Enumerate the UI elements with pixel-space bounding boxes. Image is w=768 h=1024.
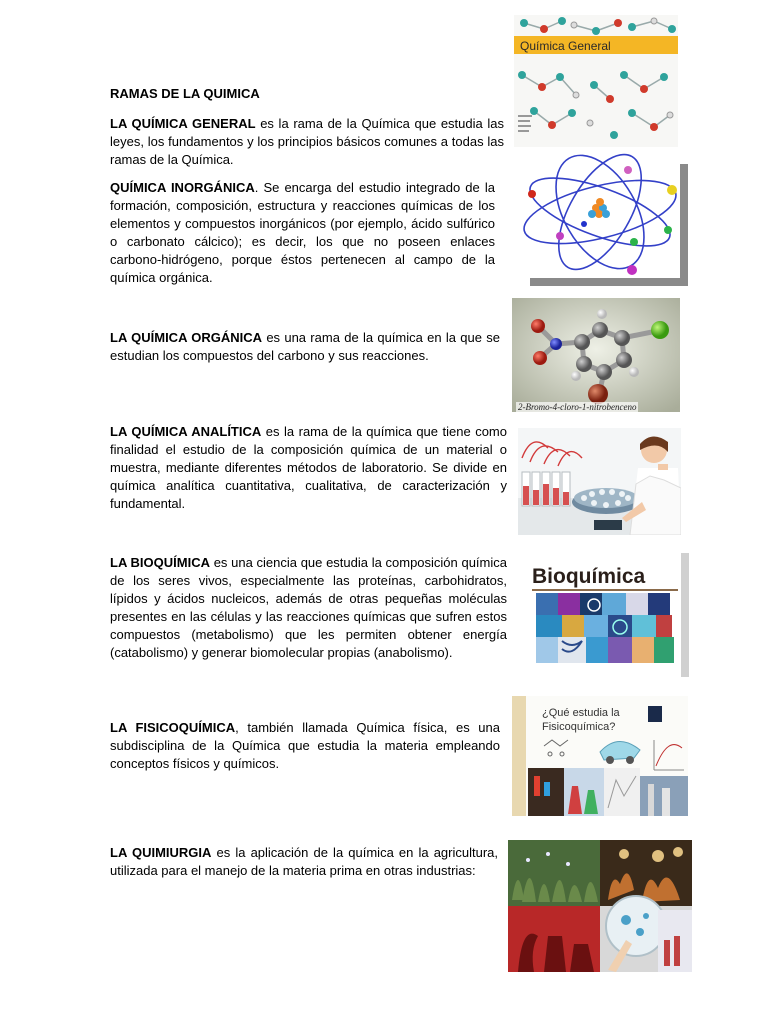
section-text: es la aplicación de la química en la agricultura, utilizada para el manejo de la materia prima en otras industrias:	[110, 845, 499, 878]
section-quimica-inorganica	[110, 179, 495, 287]
section-text: . Se encarga del estudio integrado de la formación, composición, estructura y reacciones químicas de los elementos y compuestos inorgánicos (por ejemplo, ácido sulfúrico o carbonato cálcico); es decir, los que no poseen enlaces carbono-hidrógeno, porque éstos pertenecen al campo de la química orgánica.	[110, 180, 495, 285]
section-text: es una ciencia que estudia la composición química de los seres vivos, especialmente las proteínas, carbohidratos, lípidos y ácidos nucleicos, además de otras pequeñas moléculas presentes en las células y las reacciones químicas que sufren estos compuestos (metabolismo) que les permiten obtener energía (catabolismo) y generar biomolecular propias (anabolismo).	[110, 555, 507, 660]
fisico-title-line-2: Fisicoquímica?	[542, 721, 616, 733]
section-quimica-organica	[110, 329, 500, 365]
quimiurgia-collage-image	[508, 840, 692, 972]
analytical-lab-image	[518, 428, 681, 535]
section-text: es una rama de la química en la que se estudian los compuestos del carbono y sus reacciones.	[110, 330, 500, 363]
bioquimica-collage-image	[528, 553, 689, 677]
page-title: RAMAS DE LA QUIMICA	[110, 86, 260, 101]
fisico-title-line-1: ¿Qué estudia la	[542, 707, 620, 719]
section-term: LA QUÍMICA GENERAL	[110, 116, 256, 131]
quimica-general-cover-image	[514, 15, 678, 147]
section-text: es la rama de la química que tiene como finalidad el estudio de la composición química de un material o muestra, mediante diferentes métodos de laboratorio. Se divide en química analítica cuantitativa, cualitativa, de caracterización y fundamental.	[110, 424, 507, 511]
section-term: LA FISICOQUÍMICA	[110, 720, 236, 735]
section-quimica-analitica	[110, 423, 507, 513]
molecule-caption: 2-Bromo-4-cloro-1-nitrobenceno	[518, 402, 637, 412]
section-term: LA QUIMIURGIA	[110, 845, 212, 860]
section-term: LA BIOQUÍMICA	[110, 555, 210, 570]
organic-molecule-image	[512, 298, 680, 412]
banner-text: Química General	[520, 39, 611, 53]
section-term: QUÍMICA INORGÁNICA	[110, 180, 255, 195]
bio-title: Bioquímica	[532, 565, 646, 588]
fisicoquimica-image	[512, 696, 688, 816]
section-text: , también llamada Química física, es una subdisciplina de la Química que estudia la materia empleando conceptos físicos y químicos.	[110, 720, 500, 771]
section-text: es la rama de la Química que estudia las leyes, los fundamentos y los principios básicos comunes a todas las ramas de la Química.	[110, 116, 504, 167]
section-fisicoquimica	[110, 719, 500, 773]
atom-model-image	[510, 150, 688, 286]
section-term: LA QUÍMICA ORGÁNICA	[110, 330, 263, 345]
section-bioquimica	[110, 554, 507, 662]
section-term: LA QUÍMICA ANALÍTICA	[110, 424, 262, 439]
section-quimica-general	[110, 115, 504, 169]
section-quimiurgia	[110, 844, 498, 880]
